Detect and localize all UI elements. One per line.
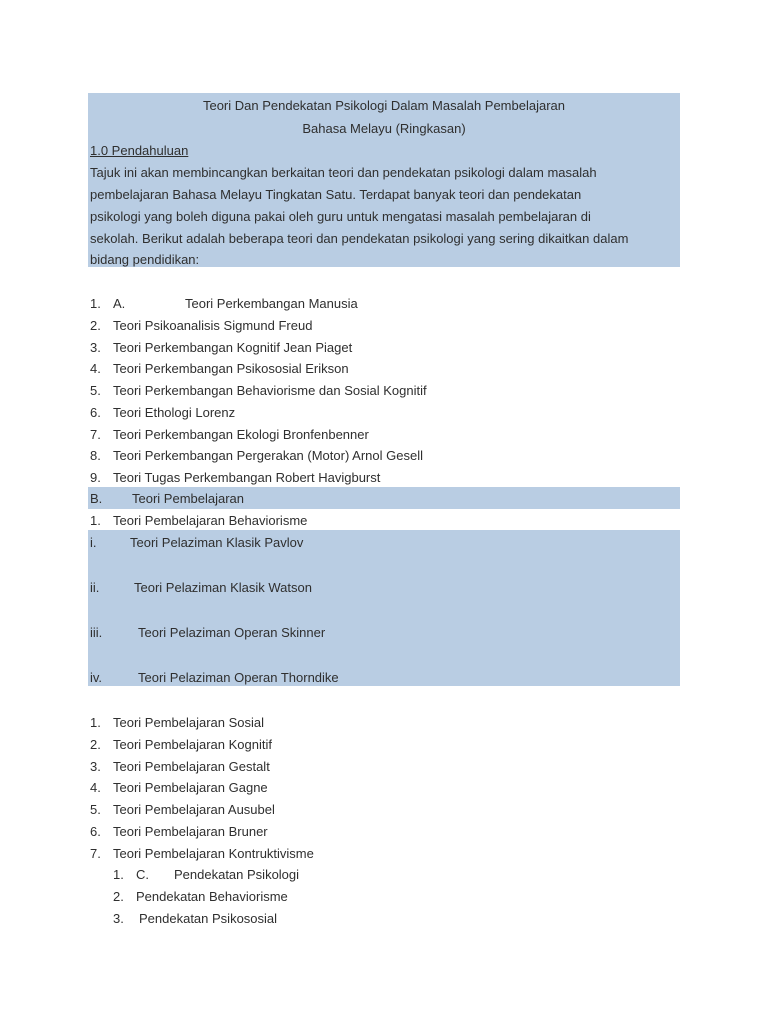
list-number: 2. [113, 889, 124, 904]
list-item-text: Pendekatan Psikososial [139, 911, 278, 926]
list-item-text: Teori Pembelajaran Sosial [113, 715, 265, 730]
section-heading: 1.0 Pendahuluan [90, 143, 189, 158]
list-item-text: Teori Pembelajaran Gestalt [113, 759, 270, 774]
intro-line: psikologi yang boleh diguna pakai oleh guru untuk mengatasi masalah pembelajaran di [90, 209, 591, 224]
intro-line: Tajuk ini akan membincangkan berkaitan teori dan pendekatan psikologi dalam masalah [90, 165, 597, 180]
list-number: 5. [90, 802, 101, 817]
list-number: 4. [90, 361, 101, 376]
list-item-text: Teori Pembelajaran Kognitif [113, 737, 272, 752]
list-number: 6. [90, 824, 101, 839]
list-number: 7. [90, 846, 101, 861]
sublist-number: i. [90, 535, 97, 550]
section-label: B. [90, 491, 103, 506]
list-number: 1. [90, 296, 101, 311]
list-item-text: Teori Perkembangan Kognitif Jean Piaget [113, 340, 353, 355]
sublist-number: iv. [90, 670, 103, 685]
list-number: 1. [113, 867, 124, 882]
sublist-item-text: Teori Pelaziman Operan Skinner [138, 625, 326, 640]
list-item-text: Teori Psikoanalisis Sigmund Freud [113, 318, 313, 333]
list-number: 2. [90, 737, 101, 752]
list-number: 3. [90, 759, 101, 774]
intro-line: bidang pendidikan: [90, 252, 200, 267]
list-item-text: Teori Perkembangan Pergerakan (Motor) Arnol Gesell [113, 448, 423, 463]
list-number: 5. [90, 383, 101, 398]
document-subtitle: Bahasa Melayu (Ringkasan) [302, 121, 466, 136]
list-item-text: Pendekatan Behaviorisme [136, 889, 288, 904]
sublist-item-text: Teori Pelaziman Klasik Pavlov [130, 535, 304, 550]
list-number: 7. [90, 427, 101, 442]
list-item-text: Teori Pembelajaran Ausubel [113, 802, 275, 817]
list-item-text: Pendekatan Psikologi [174, 867, 300, 882]
list-item-text: Teori Perkembangan Manusia [185, 296, 358, 311]
list-number: 3. [113, 911, 124, 926]
sublist-item-text: Teori Pelaziman Operan Thorndike [138, 670, 339, 685]
list-number: 1. [90, 715, 101, 730]
list-item-text: Teori Perkembangan Behaviorisme dan Sosial Kognitif [113, 383, 427, 398]
document-title: Teori Dan Pendekatan Psikologi Dalam Masalah Pembelajaran [202, 98, 566, 113]
list-item-text: Teori Tugas Perkembangan Robert Havigburst [113, 470, 381, 485]
section-label: A. [113, 296, 126, 311]
list-item-text: Teori Pembelajaran Bruner [113, 824, 268, 839]
list-number: 4. [90, 780, 101, 795]
list-number: 2. [90, 318, 101, 333]
sublist-number: ii. [90, 580, 100, 595]
list-item-text: Teori Pembelajaran Kontruktivisme [113, 846, 314, 861]
sublist-item-text: Teori Pelaziman Klasik Watson [134, 580, 312, 595]
list-number: 3. [90, 340, 101, 355]
list-number: 8. [90, 448, 101, 463]
sublist-number: iii. [90, 625, 103, 640]
intro-line: pembelajaran Bahasa Melayu Tingkatan Satu. Terdapat banyak teori dan pendekatan [90, 187, 582, 202]
list-number: 1. [90, 513, 101, 528]
list-item-text: Teori Pembelajaran Gagne [113, 780, 268, 795]
list-item-text: Teori Perkembangan Ekologi Bronfenbenner [113, 427, 369, 442]
list-item-text: Teori Pembelajaran Behaviorisme [113, 513, 308, 528]
section-label: C. [136, 867, 149, 882]
sublist-highlight [88, 530, 680, 686]
list-number: 6. [90, 405, 101, 420]
section-title: Teori Pembelajaran [132, 491, 245, 506]
list-number: 9. [90, 470, 101, 485]
list-item-text: Teori Ethologi Lorenz [113, 405, 236, 420]
list-item-text: Teori Perkembangan Psikososial Erikson [113, 361, 349, 376]
intro-line: sekolah. Berikut adalah beberapa teori dan pendekatan psikologi yang sering dikaitkan dalam [90, 231, 629, 246]
